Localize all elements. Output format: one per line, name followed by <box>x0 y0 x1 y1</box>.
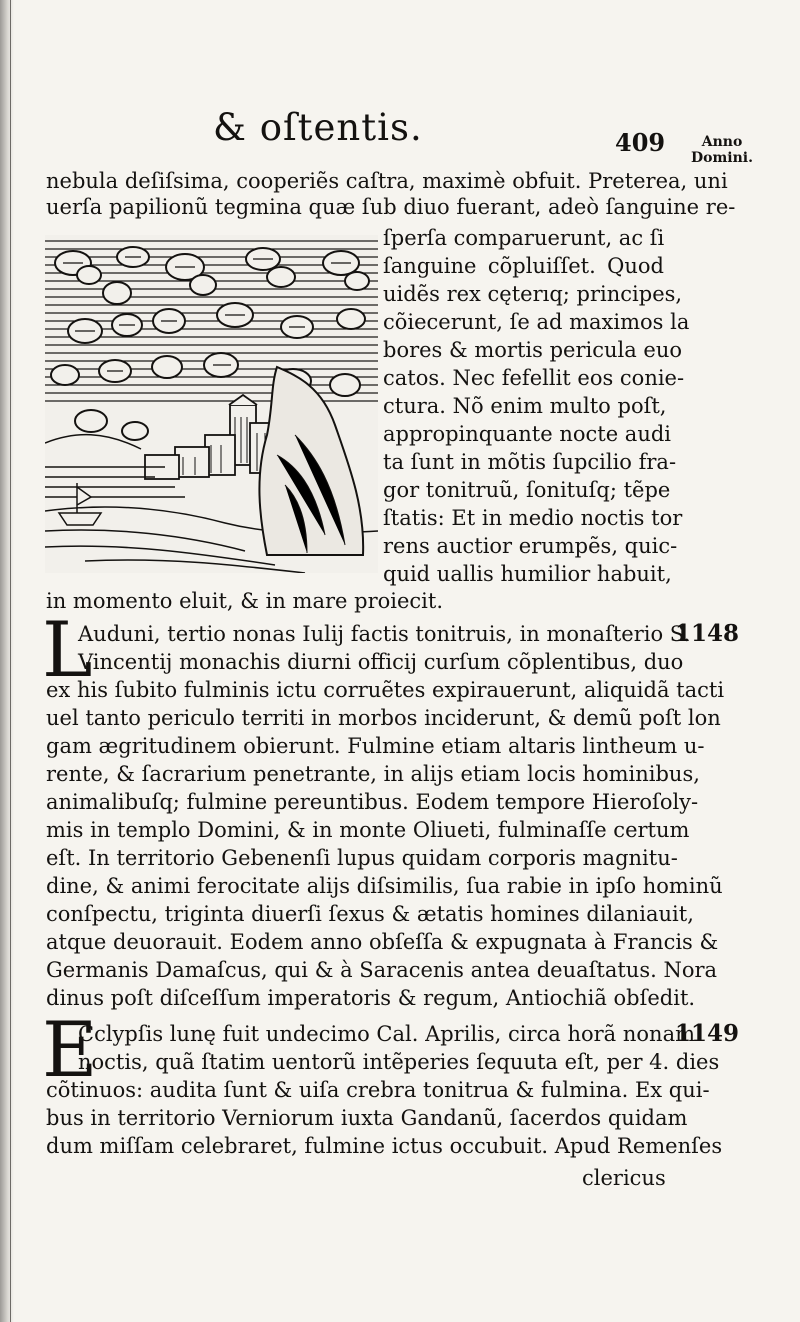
text-line: catos. Nec fefellit eos conie- <box>383 366 685 390</box>
gutter-edge <box>10 0 11 1322</box>
woodcut-illustration <box>45 235 378 573</box>
text-line: rente, & ſacrarium penetrante, in alijs etiam locis hominibus, <box>46 762 700 786</box>
text-line: Germanis Damaſcus, qui & à Saracenis antea deuaſtatus. Nora <box>46 958 718 982</box>
text-line: ſanguine cõpluiſſet. Quod <box>383 254 664 278</box>
text-line: animalibuſq; fulmine pereuntibus. Eodem tempore Hieroſoly- <box>46 790 699 814</box>
text-line: bus in territorio Verniorum iuxta Gandanũ, ſacerdos quidam <box>46 1106 688 1130</box>
text-line: dum miſſam celebraret, fulmine ictus occubuit. Apud Remenſes <box>46 1134 723 1158</box>
text-line: dine, & animi ferocitate alijs diſsimilis, ſua rabie in ipſo hominũ <box>46 874 723 898</box>
text-line: ſtatis: Et in medio noctis tor <box>383 506 683 530</box>
text-line: gam ægritudinem obierunt. Fulmine etiam altaris lintheum u- <box>46 734 705 758</box>
drop-cap: L <box>42 605 93 694</box>
text-line: mis in templo Domini, & in monte Oliueti, fulminaſſe certum <box>46 818 690 842</box>
text-line: uel tanto periculo territi in morbos inciderunt, & demũ poſt lon <box>46 706 721 730</box>
text-line: Vincentij monachis diurni officij curſum cõplentibus, duo <box>78 650 684 674</box>
drop-cap: E <box>42 1005 98 1094</box>
text-line: cõiecerunt, ſe ad maximos la <box>383 310 690 334</box>
text-line: atque deuorauit. Eodem anno obſeſſa & expugnata à Francis & <box>46 930 719 954</box>
text-line: uidẽs rex cęterıq; principes, <box>383 282 683 306</box>
text-line: gor tonitruũ, ſonituſq; tẽpe <box>383 478 671 502</box>
text-line: ſperſa comparuerunt, ac ſi <box>383 226 665 250</box>
catchword: clericus <box>582 1166 666 1190</box>
text-line: uerſa papilionũ tegmina quæ ſub diuo fuerant, adeò ſanguine re- <box>46 195 736 219</box>
text-line: nebula deſiſsima, cooperiẽs caſtra, maximè obfuit. Preterea, uni <box>46 169 728 193</box>
margin-year-number: 1148 <box>675 620 740 647</box>
book-gutter <box>0 0 14 1322</box>
text-line: appropinquante nocte audi <box>383 422 672 446</box>
text-line: conſpectu, triginta diuerſi ſexus & ætatis homines dilaniauit, <box>46 902 694 926</box>
text-line: noctis, quã ſtatim uentorũ intẽperies ſequuta eſt, per 4. dies <box>78 1050 720 1074</box>
text-line: in momento eluit, & in mare proiecit. <box>46 589 443 613</box>
text-line: quid uallis humilior habuit, <box>383 562 672 586</box>
text-line: dinus poſt diſceſſum imperatoris & regum, Antiochiã obſedit. <box>46 986 696 1010</box>
running-title: & oſtentis. <box>213 106 423 149</box>
text-line: cõtinuos: audita ſunt & uiſa crebra tonitrua & fulmina. Ex qui- <box>46 1078 710 1102</box>
text-line: bores & mortis pericula euo <box>383 338 682 362</box>
margin-year-label: Anno Domini. <box>691 134 753 166</box>
text-line: ctura. Nõ enim multo poſt, <box>383 394 667 418</box>
text-line: Cclypſis lunę fuit undecimo Cal. Aprilis, circa horã nonam <box>78 1022 695 1046</box>
text-line: ex his ſubito fulminis ictu corruẽtes expirauerunt, aliquidã tacti <box>46 678 725 702</box>
text-line: rens auctior erumpẽs, quic- <box>383 534 678 558</box>
text-line: eſt. In territorio Gebenenſi lupus quidam corporis magnitu- <box>46 846 678 870</box>
margin-year-number: 1149 <box>675 1020 740 1047</box>
text-line: Auduni, tertio nonas Iulij factis tonitruis, in monaſterio S. <box>78 622 691 646</box>
page-number: 409 <box>615 128 666 157</box>
text-line: ta ſunt in mõtis ſupcilio fra- <box>383 450 677 474</box>
